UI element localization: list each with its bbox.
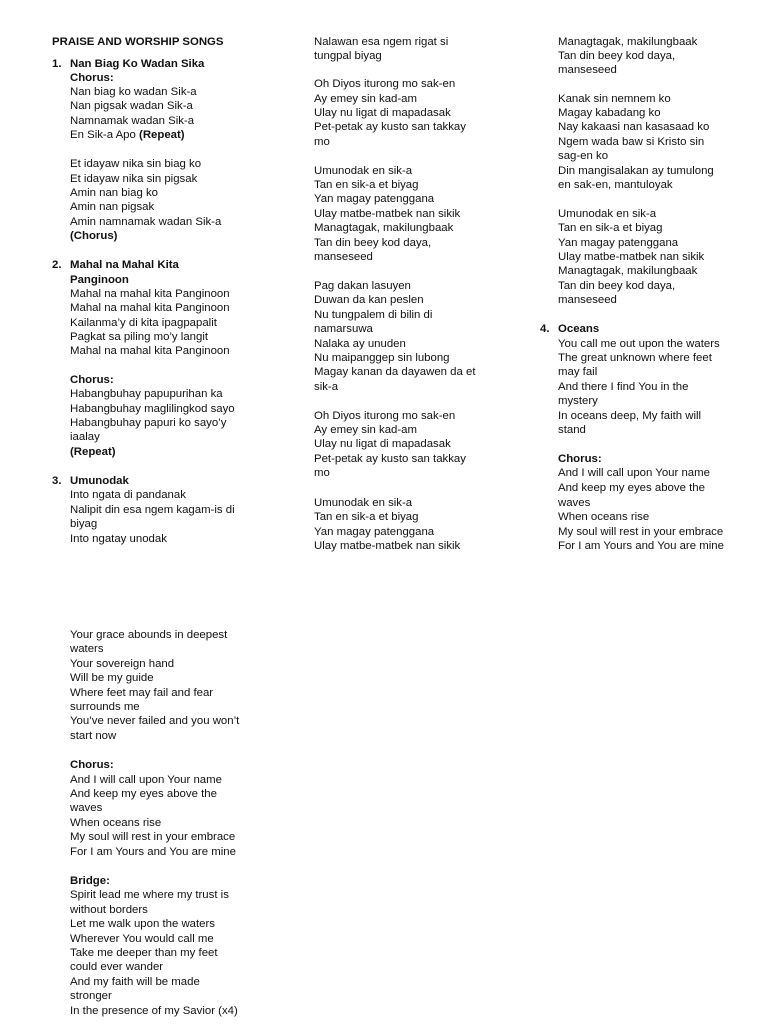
lyric-line: Nay kakaasi nan kasasaad ko: [558, 121, 710, 133]
lyric-line: Amin nan pigsak: [70, 201, 155, 213]
lyric-line: Yan magay patenggana: [558, 237, 679, 249]
document-title: PRAISE AND WORSHIP SONGS: [52, 36, 224, 48]
lyric-line: Ulay matbe-matbek nan sikik: [314, 540, 461, 552]
lyric-line: When oceans rise: [70, 817, 162, 829]
lyric-line: waters: [70, 643, 104, 655]
lyric-line: For I am Yours and You are mine: [70, 846, 236, 858]
lyric-line: Managtagak, makilungbaak: [558, 265, 698, 277]
lyric-line: Ulay nu ligat di mapadasak: [314, 107, 451, 119]
lyric-line: My soul will rest in your embrace: [558, 526, 724, 538]
lyric-line: Magay kanan da dayawen da et: [314, 366, 476, 378]
lyric-line: Umunodak en sik-a: [314, 497, 413, 509]
lyric-line: Pagkat sa piling mo’y langit: [70, 331, 209, 343]
lyric-line: Managtagak, makilungbaak: [314, 222, 454, 234]
lyric-line: Umunodak en sik-a: [314, 165, 413, 177]
lyric-line: My soul will rest in your embrace: [70, 831, 236, 843]
lyric-line: tungpal biyag: [314, 50, 382, 62]
lyric-line: Take me deeper than my feet: [70, 947, 218, 959]
lyric-line: En Sik-a Apo (Repeat): [70, 129, 185, 141]
lyric-line: Spirit lead me where my trust is: [70, 889, 229, 901]
lyric-line: When oceans rise: [558, 511, 650, 523]
lyric-line: Magay kabadang ko: [558, 107, 661, 119]
chorus-label: Chorus:: [558, 453, 602, 465]
repeat-label: (Repeat): [70, 446, 116, 458]
song-number: 3.: [52, 475, 62, 487]
lyric-line: manseseed: [558, 294, 617, 306]
song-title: Oceans: [558, 323, 600, 335]
lyric-line: Mahal na mahal kita Panginoon: [70, 288, 230, 300]
song-title: Mahal na Mahal Kita: [70, 259, 179, 271]
lyric-line: Tan din beey kod daya,: [558, 50, 676, 62]
lyric-line: manseseed: [558, 64, 617, 76]
bridge-label: Bridge:: [70, 875, 110, 887]
lyric-line: Ay emey sin kad-am: [314, 424, 417, 436]
lyric-line: Namnamak wadan Sik-a: [70, 115, 195, 127]
lyric-line: Will be my guide: [70, 672, 154, 684]
lyric-line: And I will call upon Your name: [70, 774, 222, 786]
song-number: 1.: [52, 58, 62, 70]
lyric-line: Pag dakan lasuyen: [314, 280, 411, 292]
lyric-line: may fail: [558, 366, 598, 378]
lyric-line: Tan en sik-a et biyag: [314, 511, 419, 523]
song-number: 2.: [52, 259, 62, 271]
lyric-line: sik-a: [314, 381, 339, 393]
repeat-label: (Repeat): [139, 129, 185, 141]
lyric-line: The great unknown where feet: [558, 352, 712, 364]
lyric-line: In oceans deep, My faith will: [558, 410, 702, 422]
lyric-line: Ay emey sin kad-am: [314, 93, 417, 105]
lyric-line: surrounds me: [70, 701, 140, 713]
lyric-line: You call me out upon the waters: [558, 338, 720, 350]
lyric-line: Oh Diyos iturong mo sak-en: [314, 410, 456, 422]
lyric-line: sag-en ko: [558, 150, 609, 162]
lyric-line: namarsuwa: [314, 323, 373, 335]
lyric-line: stronger: [70, 990, 112, 1002]
lyric-line: biyag: [70, 518, 98, 530]
lyric-line: Nu maipanggep sin lubong: [314, 352, 450, 364]
lyric-line: You’ve never failed and you won’t: [70, 715, 240, 727]
lyric-line: For I am Yours and You are mine: [558, 540, 724, 552]
lyric-line: start now: [70, 730, 117, 742]
lyric-line: Kailanma’y di kita ipagpapalit: [70, 317, 217, 329]
lyric-line: Yan magay patenggana: [314, 526, 435, 538]
lyric-line: Mahal na mahal kita Panginoon: [70, 302, 230, 314]
lyric-line: Nalaka ay unuden: [314, 338, 406, 350]
song-title: Panginoon: [70, 274, 129, 286]
lyric-line: Tan din beey kod daya,: [558, 280, 676, 292]
lyric-line: Pet-petak ay kusto san takkay: [314, 121, 466, 133]
lyric-line: Din mangisalakan ay tumulong: [558, 165, 714, 177]
lyric-line: waves: [70, 802, 103, 814]
lyric-line: Duwan da kan peslen: [314, 294, 424, 306]
lyric-line: Nalipit din esa ngem kagam-is di: [70, 504, 235, 516]
lyric-line: Umunodak en sik-a: [558, 208, 657, 220]
lyric-line: Ulay matbe-matbek nan sikik: [558, 251, 705, 263]
lyric-line: Et idayaw nika sin pigsak: [70, 173, 198, 185]
lyric-line: mo: [314, 136, 330, 148]
chorus-label: Chorus:: [70, 759, 114, 771]
chorus-label: Chorus:: [70, 72, 114, 84]
lyric-line: Managtagak, makilungbaak: [558, 36, 698, 48]
lyric-line: Ngem wada baw si Kristo sin: [558, 136, 705, 148]
lyric-line: And I will call upon Your name: [558, 467, 710, 479]
lyric-line: And keep my eyes above the: [558, 482, 705, 494]
lyric-line: Into ngata di pandanak: [70, 489, 186, 501]
chorus-reference: (Chorus): [70, 230, 118, 242]
lyric-line: mystery: [558, 395, 598, 407]
lyric-line: And there I find You in the: [558, 381, 689, 393]
lyric-line: Tan en sik-a et biyag: [558, 222, 663, 234]
lyric-line: Amin namnamak wadan Sik-a: [70, 216, 222, 228]
lyric-line: Pet-petak ay kusto san takkay: [314, 453, 466, 465]
lyric-line: Let me walk upon the waters: [70, 918, 215, 930]
lyric-line: manseseed: [314, 251, 373, 263]
lyric-line: Tan en sik-a et biyag: [314, 179, 419, 191]
lyric-line: Your sovereign hand: [70, 658, 175, 670]
lyric-line: iaalay: [70, 431, 100, 443]
lyric-line: And keep my eyes above the: [70, 788, 217, 800]
song-title: Nan Biag Ko Wadan Sika: [70, 58, 205, 70]
lyric-line: Habangbuhay papuri ko sayo’y: [70, 417, 227, 429]
lyric-line: could ever wander: [70, 961, 164, 973]
lyric-line: mo: [314, 467, 330, 479]
lyric-line: Wherever You would call me: [70, 933, 214, 945]
lyric-line: Into ngatay unodak: [70, 533, 167, 545]
song-number: 4.: [540, 323, 550, 335]
lyric-line: Habangbuhay maglilingkod sayo: [70, 403, 235, 415]
lyric-line: Your grace abounds in deepest: [70, 629, 228, 641]
lyric-line: Kanak sin nemnem ko: [558, 93, 671, 105]
lyric-line: Yan magay patenggana: [314, 193, 435, 205]
lyric-line: And my faith will be made: [70, 976, 200, 988]
lyric-line: Et idayaw nika sin biag ko: [70, 158, 202, 170]
lyric-line: Where feet may fail and fear: [70, 687, 214, 699]
lyric-line: Nan pigsak wadan Sik-a: [70, 100, 193, 112]
lyric-line: Nalawan esa ngem rigat si: [314, 36, 449, 48]
lyric-line: without borders: [70, 904, 148, 916]
song-title: Umunodak: [70, 475, 129, 487]
lyric-line: Nan biag ko wadan Sik-a: [70, 86, 197, 98]
lyric-line: waves: [558, 497, 591, 509]
lyric-line: en sak-en, mantuloyak: [558, 179, 673, 191]
lyric-line: Habangbuhay papupurihan ka: [70, 388, 223, 400]
lyric-line: Mahal na mahal kita Panginoon: [70, 345, 230, 357]
lyric-line: Oh Diyos iturong mo sak-en: [314, 78, 456, 90]
lyric-line: Ulay matbe-matbek nan sikik: [314, 208, 461, 220]
chorus-label: Chorus:: [70, 374, 114, 386]
lyric-line: stand: [558, 424, 586, 436]
lyric-line: In the presence of my Savior (x4): [70, 1005, 238, 1017]
lyric-line: Ulay nu ligat di mapadasak: [314, 438, 451, 450]
lyric-line: Nu tungpalem di bilin di: [314, 309, 433, 321]
lyric-line: Tan din beey kod daya,: [314, 237, 432, 249]
lyric-line: Amin nan biag ko: [70, 187, 159, 199]
